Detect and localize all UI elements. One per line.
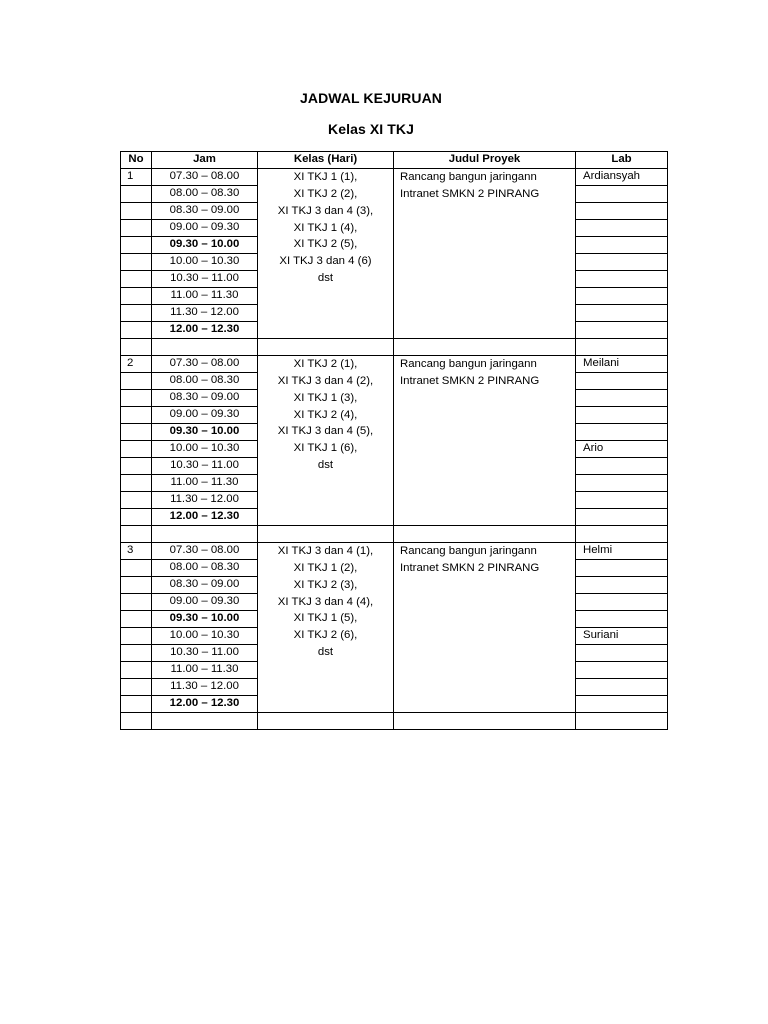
row-number (121, 458, 152, 475)
time-slot: 07.30 – 08.00 (152, 169, 258, 186)
empty-cell (152, 339, 258, 356)
row-number (121, 373, 152, 390)
time-slot: 11.30 – 12.00 (152, 679, 258, 696)
time-slot: 09.30 – 10.00 (152, 237, 258, 254)
row-number (121, 305, 152, 322)
time-slot: 09.30 – 10.00 (152, 611, 258, 628)
time-slot: 11.30 – 12.00 (152, 305, 258, 322)
lab-cell (576, 254, 668, 271)
row-number (121, 594, 152, 611)
lab-cell: Meilani (576, 356, 668, 373)
lab-cell (576, 509, 668, 526)
row-number (121, 577, 152, 594)
lab-cell (576, 322, 668, 339)
kelas-line: XI TKJ 2 (6), (293, 629, 358, 642)
empty-cell (121, 713, 152, 730)
time-slot: 09.00 – 09.30 (152, 407, 258, 424)
kelas-line: XI TKJ 3 dan 4 (3), (277, 204, 374, 217)
lab-cell (576, 492, 668, 509)
time-slot: 10.00 – 10.30 (152, 254, 258, 271)
time-slot: 10.00 – 10.30 (152, 628, 258, 645)
header-no: No (121, 152, 152, 169)
judul-line: Intranet SMKN 2 PINRANG (400, 187, 540, 200)
row-number (121, 492, 152, 509)
kelas-line: dst (317, 459, 334, 472)
row-number: 2 (121, 356, 152, 373)
lab-cell (576, 662, 668, 679)
row-number (121, 407, 152, 424)
row-number: 3 (121, 543, 152, 560)
judul-cell (394, 356, 576, 526)
spacer-row (121, 713, 668, 730)
schedule-body (121, 169, 668, 730)
lab-cell: Helmi (576, 543, 668, 560)
empty-cell (152, 713, 258, 730)
time-slot: 09.00 – 09.30 (152, 220, 258, 237)
lab-cell (576, 186, 668, 203)
lab-cell (576, 305, 668, 322)
kelas-cell (258, 356, 394, 526)
empty-cell (121, 526, 152, 543)
lab-cell: Ardiansyah (576, 169, 668, 186)
row-number (121, 645, 152, 662)
empty-cell (394, 526, 576, 543)
judul-line: Intranet SMKN 2 PINRANG (400, 374, 540, 387)
time-slot: 11.30 – 12.00 (152, 492, 258, 509)
kelas-line: XI TKJ 3 dan 4 (5), (277, 425, 374, 438)
lab-cell (576, 577, 668, 594)
time-slot: 11.00 – 11.30 (152, 475, 258, 492)
lab-cell (576, 271, 668, 288)
lab-cell (576, 390, 668, 407)
row-number (121, 475, 152, 492)
kelas-line: XI TKJ 1 (2), (293, 561, 358, 574)
row-number (121, 186, 152, 203)
page-subtitle: Kelas XI TKJ (327, 121, 414, 137)
kelas-line: dst (317, 272, 334, 285)
kelas-line: XI TKJ 1 (3), (293, 391, 358, 404)
judul-line: Rancang bangun jaringann (400, 171, 537, 183)
empty-cell (258, 339, 394, 356)
lab-cell: Ario (576, 441, 668, 458)
lab-cell: Suriani (576, 628, 668, 645)
time-slot: 11.00 – 11.30 (152, 288, 258, 305)
row-number (121, 509, 152, 526)
time-slot: 10.30 – 11.00 (152, 645, 258, 662)
lab-cell (576, 407, 668, 424)
row-number (121, 424, 152, 441)
empty-cell (576, 526, 668, 543)
kelas-line: XI TKJ 1 (1), (293, 171, 358, 183)
empty-cell (121, 339, 152, 356)
time-slot: 08.00 – 08.30 (152, 186, 258, 203)
time-slot: 11.00 – 11.30 (152, 662, 258, 679)
kelas-line: XI TKJ 2 (4), (293, 408, 358, 421)
time-slot: 08.00 – 08.30 (152, 560, 258, 577)
judul-cell (394, 543, 576, 713)
lab-cell (576, 475, 668, 492)
table-row (121, 543, 668, 560)
kelas-line: XI TKJ 1 (6), (293, 442, 358, 455)
row-number (121, 271, 152, 288)
row-number (121, 203, 152, 220)
lab-cell (576, 288, 668, 305)
lab-cell (576, 560, 668, 577)
row-number (121, 220, 152, 237)
empty-cell (576, 713, 668, 730)
time-slot: 10.00 – 10.30 (152, 441, 258, 458)
spacer-row (121, 339, 668, 356)
judul-line: Rancang bangun jaringann (400, 545, 537, 557)
lab-cell (576, 645, 668, 662)
kelas-line: XI TKJ 3 dan 4 (2), (277, 374, 374, 387)
lab-cell (576, 203, 668, 220)
row-number (121, 237, 152, 254)
lab-cell (576, 424, 668, 441)
time-slot: 08.30 – 09.00 (152, 390, 258, 407)
kelas-cell (258, 543, 394, 713)
time-slot: 10.30 – 11.00 (152, 271, 258, 288)
lab-cell (576, 696, 668, 713)
time-slot: 07.30 – 08.00 (152, 356, 258, 373)
row-number (121, 254, 152, 271)
lab-cell (576, 594, 668, 611)
judul-cell (394, 169, 576, 339)
schedule-table (120, 151, 668, 730)
kelas-line: dst (317, 646, 334, 659)
lab-cell (576, 373, 668, 390)
time-slot: 09.00 – 09.30 (152, 594, 258, 611)
time-slot: 08.00 – 08.30 (152, 373, 258, 390)
empty-cell (258, 713, 394, 730)
row-number (121, 679, 152, 696)
kelas-line: XI TKJ 1 (4), (293, 221, 358, 234)
row-number: 1 (121, 169, 152, 186)
table-row (121, 169, 668, 186)
kelas-cell (258, 169, 394, 339)
empty-cell (152, 526, 258, 543)
row-number (121, 322, 152, 339)
judul-line: Rancang bangun jaringann (400, 358, 537, 370)
time-slot: 08.30 – 09.00 (152, 203, 258, 220)
row-number (121, 662, 152, 679)
header-kelas: Kelas (Hari) (258, 152, 394, 169)
time-slot: 10.30 – 11.00 (152, 458, 258, 475)
lab-cell (576, 611, 668, 628)
kelas-line: XI TKJ 3 dan 4 (1), (277, 545, 374, 557)
page-title: JADWAL KEJURUAN (299, 90, 443, 106)
time-slot: 12.00 – 12.30 (152, 509, 258, 526)
kelas-line: XI TKJ 3 dan 4 (4), (277, 595, 374, 608)
header-judul: Judul Proyek (394, 152, 576, 169)
empty-cell (576, 339, 668, 356)
header-jam: Jam (152, 152, 258, 169)
judul-line: Intranet SMKN 2 PINRANG (400, 561, 540, 574)
spacer-row (121, 526, 668, 543)
kelas-line: XI TKJ 2 (2), (293, 187, 358, 200)
kelas-line: XI TKJ 3 dan 4 (6) (279, 255, 372, 268)
row-number (121, 441, 152, 458)
empty-cell (394, 713, 576, 730)
time-slot: 08.30 – 09.00 (152, 577, 258, 594)
lab-cell (576, 679, 668, 696)
table-row (121, 356, 668, 373)
lab-cell (576, 458, 668, 475)
time-slot: 12.00 – 12.30 (152, 322, 258, 339)
header-lab: Lab (576, 152, 668, 169)
row-number (121, 390, 152, 407)
kelas-line: XI TKJ 1 (5), (293, 612, 358, 625)
row-number (121, 560, 152, 577)
empty-cell (258, 526, 394, 543)
kelas-line: XI TKJ 2 (3), (293, 578, 358, 591)
lab-cell (576, 220, 668, 237)
row-number (121, 696, 152, 713)
time-slot: 12.00 – 12.30 (152, 696, 258, 713)
row-number (121, 611, 152, 628)
kelas-line: XI TKJ 2 (5), (293, 238, 358, 251)
lab-cell (576, 237, 668, 254)
row-number (121, 628, 152, 645)
empty-cell (394, 339, 576, 356)
time-slot: 09.30 – 10.00 (152, 424, 258, 441)
kelas-line: XI TKJ 2 (1), (293, 358, 358, 370)
time-slot: 07.30 – 08.00 (152, 543, 258, 560)
header-row (121, 152, 668, 169)
row-number (121, 288, 152, 305)
